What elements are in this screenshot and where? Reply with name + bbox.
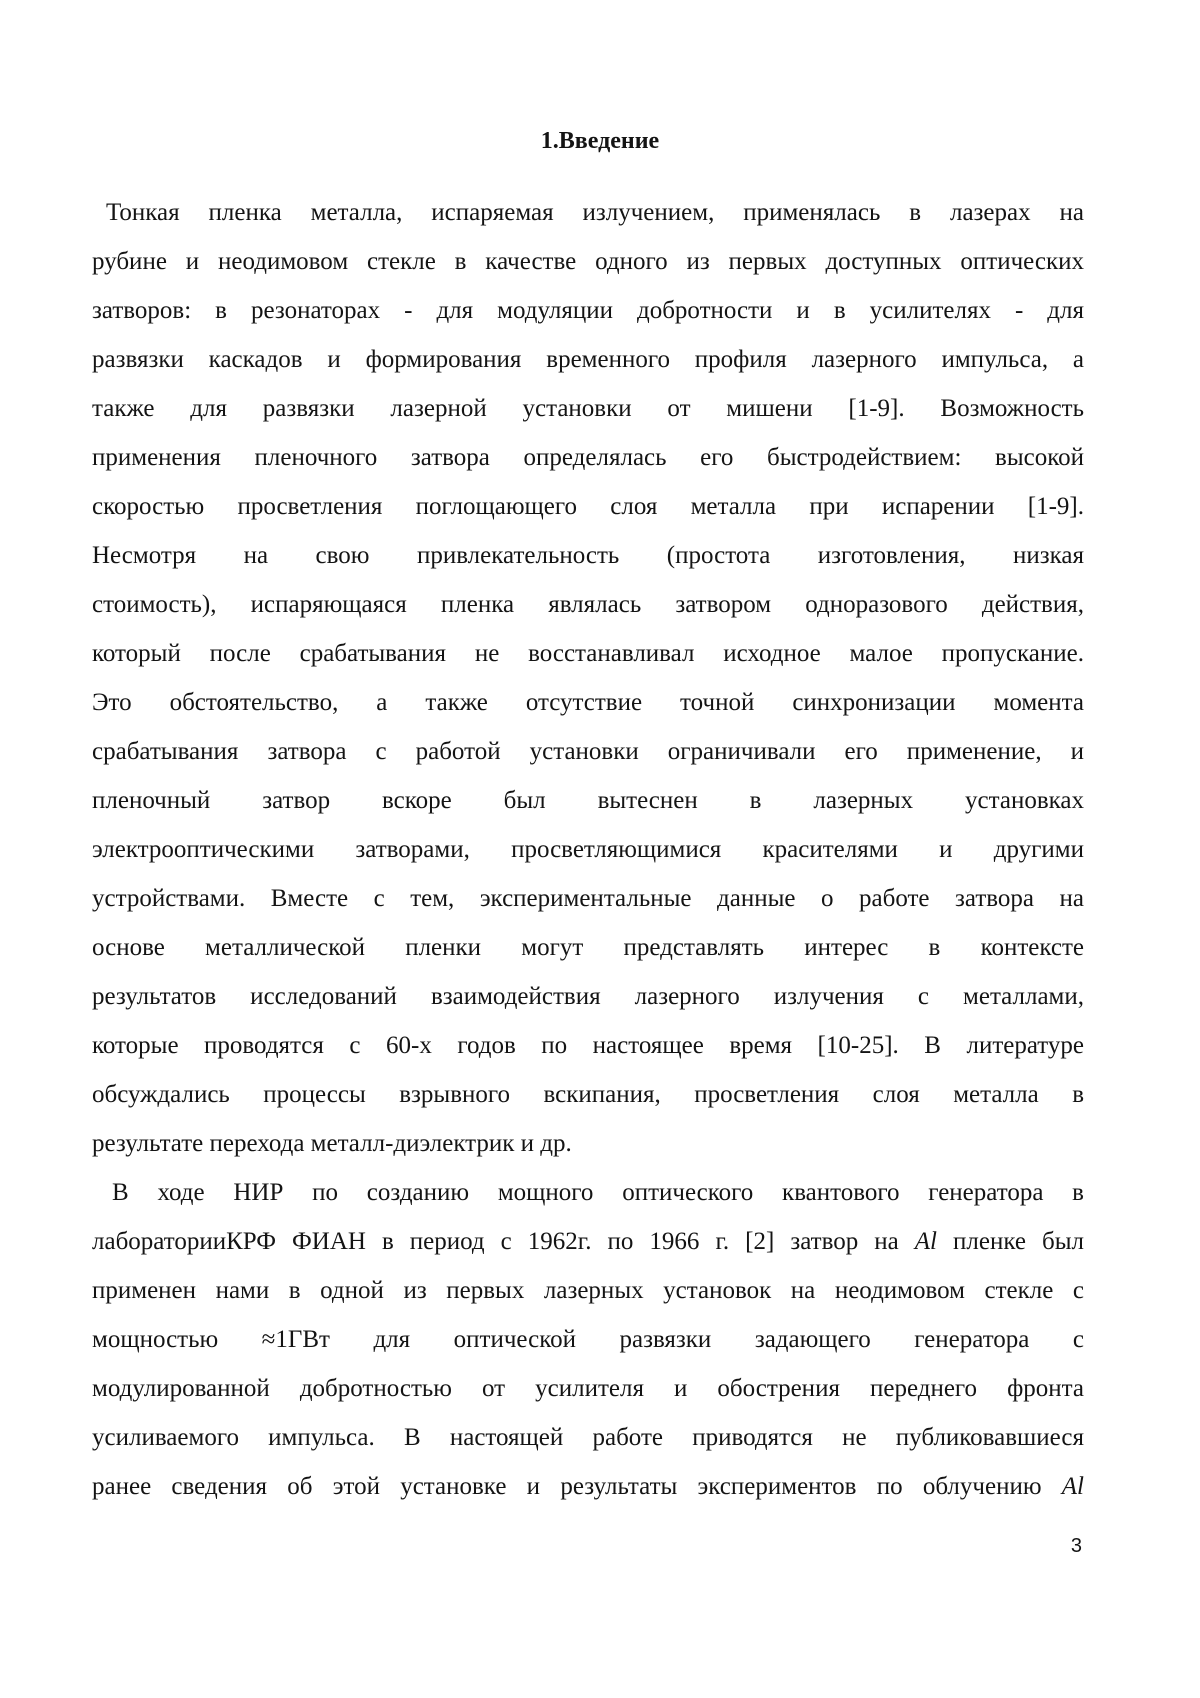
text-line: Тонкая пленка металла, испаряемая излучением, применялась в лазерах на — [106, 199, 1084, 226]
text-line: устройствами. Вместе с тем, экспериментальные данные о работе затвора на — [92, 885, 1084, 912]
text-line — [92, 1217, 1084, 1266]
text-line: Это обстоятельство, а также отсутствие точной синхронизации момента — [92, 689, 1084, 716]
text-line: обсуждались процессы взрывного вскипания, просветления слоя металла в — [92, 1081, 1084, 1108]
chemical-symbol: Al — [914, 1228, 937, 1255]
text-line: скоростью просветления поглощающего слоя металла при испарении [1-9]. — [92, 493, 1084, 520]
text-segment: пленке был — [937, 1228, 1084, 1255]
text-line: мощностью ≈1ГВт для оптической развязки задающего генератора с — [92, 1326, 1084, 1353]
text-segment: лабораторииКРФ ФИАН в период с 1962г. по 1966 г. [2] затвор на — [92, 1228, 915, 1255]
text-line: рубине и неодимовом стекле в качестве одного из первых доступных оптических — [92, 248, 1084, 275]
text-line: результатов исследований взаимодействия лазерного излучения с металлами, — [92, 983, 1084, 1010]
text-segment: ранее сведения об этой установке и результаты экспериментов по облучению — [92, 1473, 1062, 1500]
text-line: применения пленочного затвора определялась его быстродействием: высокой — [92, 444, 1084, 471]
text-line: Несмотря на свою привлекательность (простота изготовления, низкая — [92, 542, 1084, 569]
text-line: который после срабатывания не восстанавливал исходное малое пропускание. — [92, 640, 1084, 667]
text-line: модулированной добротностью от усилителя и обострения переднего фронта — [92, 1375, 1084, 1402]
text-line: которые проводятся с 60-х годов по настоящее время [10-25]. В литературе — [92, 1032, 1084, 1059]
chemical-symbol: Al — [1061, 1473, 1084, 1500]
text-line — [92, 1462, 1084, 1511]
text-line: В ходе НИР по созданию мощного оптического квантового генератора в — [112, 1179, 1084, 1206]
text-line: стоимость), испаряющаяся пленка являлась затвором одноразового действия, — [92, 591, 1084, 618]
text-line: развязки каскадов и формирования временного профиля лазерного импульса, а — [92, 346, 1084, 373]
text-line: результате перехода металл-диэлектрик и др. — [92, 1130, 572, 1157]
page-number: 3 — [1070, 1535, 1082, 1557]
text-line: электрооптическими затворами, просветляющимися красителями и другими — [92, 836, 1084, 863]
section-heading: 1.Введение — [540, 128, 660, 154]
text-line: затворов: в резонаторах - для модуляции добротности и в усилителях - для — [92, 297, 1084, 324]
text-line: применен нами в одной из первых лазерных установок на неодимовом стекле с — [92, 1277, 1084, 1304]
text-line: срабатывания затвора с работой установки ограничивали его применение, и — [92, 738, 1084, 765]
body-text — [92, 188, 1084, 1511]
text-line: усиливаемого импульса. В настоящей работе приводятся не публиковавшиеся — [92, 1424, 1084, 1451]
text-line: также для развязки лазерной установки от мишени [1-9]. Возможность — [92, 395, 1084, 422]
text-line: пленочный затвор вскоре был вытеснен в лазерных установках — [92, 787, 1084, 814]
text-line: основе металлической пленки могут представлять интерес в контексте — [92, 934, 1084, 961]
